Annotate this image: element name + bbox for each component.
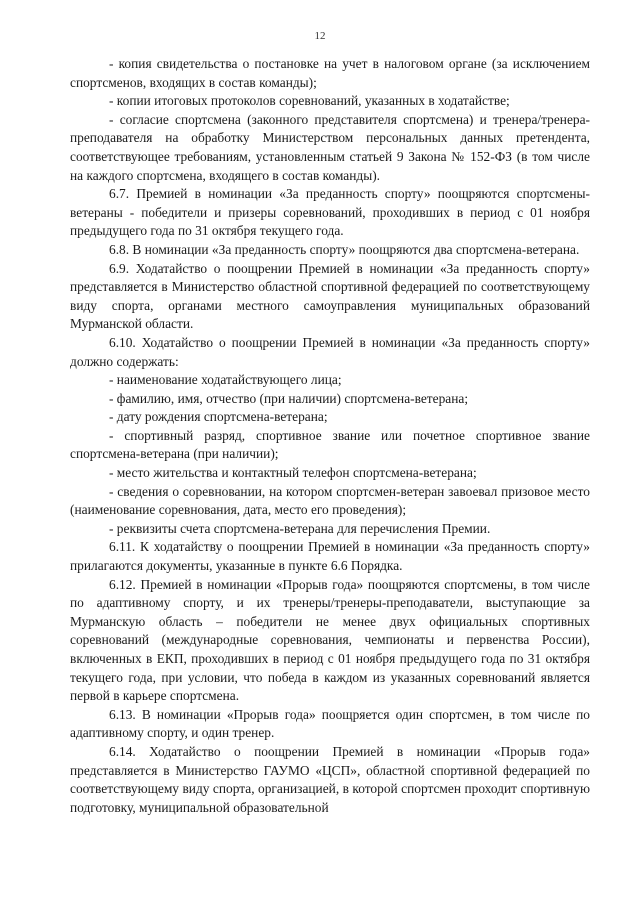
document-body [70,55,590,817]
paragraph: - согласие спортсмена (законного представителя спортсмена) и тренера/тренера-преподавателя на обработку Министерством персональных данных претендента, соответствующее требованиям, установленным статьей 9 Закона № 152-ФЗ (в том числе на каждого спортсмена, входящего в состав команды). [70,111,590,183]
paragraph: - наименование ходатайствующего лица; [109,372,342,388]
paragraph: - реквизиты счета спортсмена-ветерана для перечисления Премии. [109,520,491,536]
paragraph: - сведения о соревновании, на котором спортсмен-ветеран завоевал призовое место (наименование соревнования, дата, место его проведения); [70,483,590,518]
paragraph: - дату рождения спортсмена-ветерана; [109,409,328,425]
paragraph: 6.14. Ходатайство о поощрении Премией в номинации «Прорыв года» представляется в Министерство ГАУМО «ЦСП», областной спортивной федерацией по соответствующему виду спорта, организацией, в которой спортсмен проходит спортивную подготовку, муниципальной образовательной [70,743,590,815]
paragraph: - копия свидетельства о постановке на учет в налоговом органе (за исключением спортсменов, входящих в состав команды); [70,56,590,90]
paragraph: 6.12. Премией в номинации «Прорыв года» поощряются спортсмены, в том числе по адаптивному спорту, и их тренеры/тренеры-преподаватели, выступающие за Мурманскую область – победители не менее двух официальных спортивных соревнований (международные соревнования, чемпионаты и первенства России), включенных в ЕКП, проходивших в период с 01 ноября предыдущего года по 31 октября текущего года, при условии, что победа в каждом из указанных соревнований является первой в карьере спортсмена. [70,576,590,704]
paragraph: 6.13. В номинации «Прорыв года» поощряется один спортсмен, в том числе по адаптивному спорту, и один тренер. [70,706,590,741]
paragraph: 6.9. Ходатайство о поощрении Премией в номинации «За преданность спорту» представляется в Министерство областной спортивной федерацией по соответствующему виду спорта, органами местного самоуправления муниципальных образований Мурманской области. [70,260,590,332]
paragraph: - спортивный разряд, спортивное звание или почетное спортивное звание спортсмена-ветерана (при наличии); [70,427,590,462]
paragraph: 6.10. Ходатайство о поощрении Премией в номинации «За преданность спорту» должно содержать: [70,334,590,369]
paragraph: 6.11. К ходатайству о поощрении Премией в номинации «За преданность спорту» прилагаются документы, указанные в пункте 6.6 Порядка. [70,539,590,574]
paragraph: - место жительства и контактный телефон спортсмена-ветерана; [109,465,477,481]
paragraph: - фамилию, имя, отчество (при наличии) спортсмена-ветерана; [109,390,469,406]
paragraph: 6.8. В номинации «За преданность спорту» поощряются два спортсмена-ветерана. [109,241,580,257]
paragraph: 6.7. Премией в номинации «За преданность спорту» поощряются спортсмены-ветераны - победители и призеры соревнований, проходивших в период с 01 ноября предыдущего года по 31 октября текущего года. [70,186,590,239]
page-number: 12 [314,30,326,42]
paragraph: - копии итоговых протоколов соревнований, указанных в ходатайстве; [109,93,510,109]
